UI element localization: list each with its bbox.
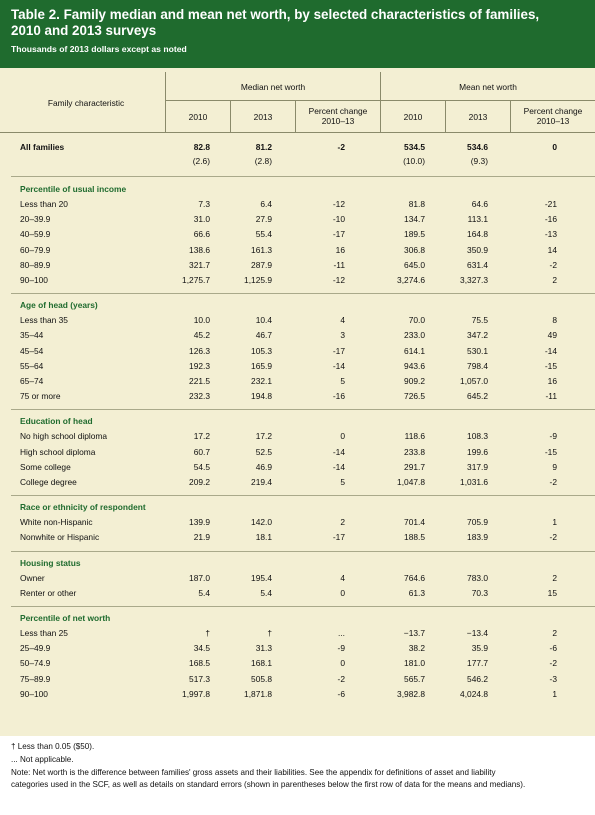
section-title: Race or ethnicity of respondent <box>20 502 146 513</box>
section-divider <box>11 293 595 294</box>
cell-value: 909.2 <box>404 376 425 386</box>
cell-value: 105.3 <box>251 345 272 356</box>
cell-value: 21.9 <box>193 532 210 543</box>
title-line-1: Table 2. Family median and mean net worth, by selected characteristics of families, <box>11 7 540 22</box>
pct-label-1: Percent change <box>523 106 583 116</box>
cell-value: 108.3 <box>467 431 488 442</box>
cell-value: 161.3 <box>251 244 272 255</box>
cell-value: -14 <box>332 461 345 472</box>
cell-value: 46.9 <box>255 461 272 472</box>
section-header <box>0 557 595 570</box>
cell-value: 3,327.3 <box>460 275 488 285</box>
cell-value: 3,982.8 <box>397 688 425 699</box>
row-label: Less than 35 <box>20 315 68 326</box>
table-row <box>0 627 595 640</box>
cell-value: 534.5 <box>404 142 425 152</box>
section-title: Education of head <box>20 416 93 427</box>
cell-value: -16 <box>544 214 557 225</box>
cell-value: 38.2 <box>408 643 425 654</box>
row-label: High school diploma <box>20 446 96 457</box>
cell-value: 783.0 <box>467 572 488 583</box>
cell-value: 232.3 <box>189 391 210 402</box>
cell-value: 10.0 <box>193 315 210 326</box>
cell-value: -6 <box>549 643 557 654</box>
cell-value: 4,024.8 <box>460 688 488 699</box>
col-median-pct <box>296 106 380 126</box>
cell-value: −13.4 <box>466 628 488 638</box>
cell-value: 189.5 <box>404 229 425 240</box>
table-notes <box>11 741 586 792</box>
cell-value: 31.0 <box>193 214 210 225</box>
note-dagger: † Less than 0.05 ($50). <box>11 742 95 751</box>
cell-value: -11 <box>333 259 345 270</box>
cell-value: 798.4 <box>467 360 488 371</box>
cell-value: 306.8 <box>404 244 425 255</box>
cell-value: † <box>205 628 210 638</box>
section-title: Age of head (years) <box>20 300 98 311</box>
cell-value: 164.8 <box>467 229 488 240</box>
row-label: 20–39.9 <box>20 214 51 225</box>
cell-value: -14 <box>332 446 345 457</box>
cell-value: 46.7 <box>255 330 272 341</box>
cell-value: 5 <box>340 376 345 386</box>
cell-value: 5 <box>340 477 345 487</box>
cell-value: −13.7 <box>403 628 425 638</box>
cell-value: 3 <box>340 330 345 341</box>
cell-value: -17 <box>332 345 345 356</box>
note-text-1: Note: Net worth is the difference between families' gross assets and their liabilities. See the appendix for definitions of asset and liability <box>11 767 496 777</box>
cell-value: 168.5 <box>189 658 210 669</box>
cell-value: -17 <box>332 532 345 543</box>
cell-value: 60.7 <box>193 446 210 457</box>
col-mean-2010: 2010 <box>403 112 423 122</box>
cell-value: (10.0) <box>403 156 425 166</box>
cell-value: 17.2 <box>193 431 210 442</box>
cell-value: 1,031.6 <box>460 477 488 487</box>
row-label: 75–89.9 <box>20 673 51 684</box>
table-subtitle: Thousands of 2013 dollars except as noted <box>11 44 187 54</box>
cell-value: 317.9 <box>467 461 488 472</box>
cell-value: 347.2 <box>467 330 488 341</box>
table-title <box>11 0 595 39</box>
table-body <box>0 68 595 736</box>
cell-value: 183.9 <box>467 532 488 543</box>
cell-value: 81.8 <box>408 199 425 209</box>
cell-value: 645.2 <box>467 391 488 402</box>
cell-value: 565.7 <box>404 673 425 684</box>
table-row <box>0 360 595 373</box>
cell-value: 530.1 <box>467 345 488 356</box>
row-label: 90–100 <box>20 688 48 699</box>
cell-value: -16 <box>332 391 345 402</box>
cell-value: 81.2 <box>255 142 272 152</box>
cell-value: 1 <box>552 517 557 528</box>
row-label: All families <box>20 142 65 152</box>
col-mean-2013: 2013 <box>468 112 488 122</box>
cell-value: 6.4 <box>260 199 272 209</box>
cell-value: 546.2 <box>467 673 488 684</box>
cell-value: 2 <box>552 275 557 285</box>
row-label: 50–74.9 <box>20 658 51 669</box>
cell-value: 34.5 <box>193 643 210 654</box>
table-row <box>0 314 595 327</box>
cell-value: 188.5 <box>404 532 425 543</box>
cell-value: 1,057.0 <box>460 376 488 386</box>
cell-value: 3,274.6 <box>397 275 425 285</box>
cell-value: 7.3 <box>198 199 210 209</box>
row-label: 45–54 <box>20 345 44 356</box>
cell-value: -9 <box>549 431 557 442</box>
table-row <box>0 461 595 474</box>
section-divider <box>11 495 595 496</box>
cell-value: 943.6 <box>404 360 425 371</box>
cell-value: 0 <box>340 431 345 442</box>
cell-value: 70.0 <box>408 315 425 326</box>
cell-value: (9.3) <box>470 156 488 166</box>
row-label: 35–44 <box>20 330 44 341</box>
cell-value: 631.4 <box>467 259 488 270</box>
cell-value: -12 <box>332 275 345 285</box>
cell-value: -21 <box>544 199 557 209</box>
group-median: Median net worth <box>240 82 306 92</box>
cell-value: 5.4 <box>260 587 272 598</box>
note-not-applicable: ... Not applicable. <box>11 754 74 764</box>
cell-value: 55.4 <box>255 229 272 240</box>
table-row <box>0 274 595 287</box>
cell-value: -2 <box>549 259 557 270</box>
cell-value: 10.4 <box>255 315 272 326</box>
table-row <box>0 531 595 544</box>
column-headers <box>0 68 595 133</box>
pct-label-2: 2010–13 <box>536 116 570 126</box>
row-label: Owner <box>20 572 45 583</box>
cell-value: (2.6) <box>192 156 210 166</box>
col-family-characteristic: Family characteristic <box>47 98 125 108</box>
cell-value: -11 <box>545 391 557 402</box>
cell-value: 1,047.8 <box>397 477 425 487</box>
cell-value: 2 <box>552 572 557 583</box>
group-mean: Mean net worth <box>459 82 517 92</box>
section-header <box>0 415 595 428</box>
col-median-2010: 2010 <box>188 112 208 122</box>
row-label: No high school diploma <box>20 431 108 442</box>
section-header <box>0 183 595 196</box>
cell-value: 321.7 <box>189 259 210 270</box>
note-text-2: categories used in the SCF, as well as details on standard errors (shown in parentheses below the first row of data for the means and medians). <box>11 780 526 790</box>
table-row <box>0 673 595 686</box>
section-title: Percentile of usual income <box>20 184 127 194</box>
cell-value: -13 <box>544 229 557 240</box>
section-divider <box>11 551 595 552</box>
cell-value: (2.8) <box>254 156 272 166</box>
row-label: 40–59.9 <box>20 229 51 240</box>
cell-value: 764.6 <box>404 572 425 583</box>
cell-value: -6 <box>337 688 345 699</box>
cell-value: 705.9 <box>467 517 488 528</box>
cell-value: 2 <box>552 628 557 638</box>
row-label: 75 or more <box>20 391 61 402</box>
row-label: Some college <box>20 461 71 472</box>
table-row <box>0 657 595 670</box>
cell-value: 18.1 <box>255 532 272 543</box>
row-label: Nonwhite or Hispanic <box>20 532 100 543</box>
cell-value: 505.8 <box>251 673 272 684</box>
cell-value: 138.6 <box>189 244 210 255</box>
cell-value: 16 <box>335 244 345 255</box>
table-row <box>0 476 595 489</box>
cell-value: 118.6 <box>404 431 425 442</box>
cell-value: -15 <box>544 360 557 371</box>
cell-value: 517.3 <box>189 673 210 684</box>
table-row <box>0 244 595 257</box>
title-line-2: 2010 and 2013 surveys <box>11 23 157 38</box>
section-header <box>0 501 595 514</box>
cell-value: 64.6 <box>471 199 488 209</box>
cell-value: 2 <box>340 517 345 528</box>
cell-value: 1,997.8 <box>182 688 210 699</box>
cell-value: 35.9 <box>471 643 488 654</box>
cell-value: 195.4 <box>251 572 272 583</box>
cell-value: 233.0 <box>404 330 425 341</box>
cell-value: ... <box>338 628 345 638</box>
divider <box>380 72 381 132</box>
cell-value: 16 <box>547 376 557 386</box>
cell-value: 45.2 <box>193 330 210 341</box>
cell-value: 113.1 <box>467 214 488 225</box>
cell-value: 49 <box>547 330 557 341</box>
all-families-row <box>0 141 595 154</box>
cell-value: 168.1 <box>251 658 272 669</box>
cell-value: -12 <box>332 199 345 209</box>
cell-value: -10 <box>332 214 345 225</box>
cell-value: 0 <box>552 142 557 152</box>
row-label: 90–100 <box>20 275 48 285</box>
cell-value: 0 <box>340 658 345 669</box>
cell-value: 614.1 <box>404 345 425 356</box>
cell-value: 8 <box>552 315 557 326</box>
row-label: 65–74 <box>20 376 44 386</box>
standard-error-row <box>0 155 595 168</box>
cell-value: 165.9 <box>251 360 272 371</box>
row-label: Less than 20 <box>20 199 68 209</box>
cell-value: 82.8 <box>193 142 210 152</box>
divider <box>165 72 166 132</box>
cell-value: 645.0 <box>404 259 425 270</box>
row-label: Renter or other <box>20 587 77 598</box>
cell-value: 134.7 <box>404 214 425 225</box>
cell-value: 287.9 <box>251 259 272 270</box>
cell-value: 1 <box>552 688 557 699</box>
cell-value: 75.5 <box>471 315 488 326</box>
table-row <box>0 259 595 272</box>
table-row <box>0 329 595 342</box>
cell-value: 194.8 <box>251 391 272 402</box>
row-label: 25–49.9 <box>20 643 51 654</box>
cell-value: † <box>267 628 272 638</box>
cell-value: -2 <box>549 532 557 543</box>
cell-value: 15 <box>547 587 557 598</box>
col-mean-pct <box>511 106 595 126</box>
table-row <box>0 198 595 211</box>
table-row <box>0 213 595 226</box>
table-row <box>0 345 595 358</box>
row-label: College degree <box>20 477 77 487</box>
cell-value: 31.3 <box>255 643 272 654</box>
cell-value: 221.5 <box>189 376 210 386</box>
table-row <box>0 375 595 388</box>
cell-value: -14 <box>332 360 345 371</box>
cell-value: 1,125.9 <box>244 275 272 285</box>
cell-value: 199.6 <box>467 446 488 457</box>
cell-value: 1,275.7 <box>182 275 210 285</box>
cell-value: 139.9 <box>189 517 210 528</box>
cell-value: -9 <box>337 643 345 654</box>
row-label: Less than 25 <box>20 628 68 638</box>
table-row <box>0 516 595 529</box>
cell-value: 291.7 <box>404 461 425 472</box>
cell-value: 27.9 <box>255 214 272 225</box>
cell-value: -2 <box>337 142 345 152</box>
table-row <box>0 688 595 701</box>
cell-value: -2 <box>549 477 557 487</box>
cell-value: 4 <box>340 572 345 583</box>
table-row <box>0 642 595 655</box>
cell-value: 177.7 <box>467 658 488 669</box>
section-title: Housing status <box>20 557 81 568</box>
row-label: White non-Hispanic <box>20 517 93 528</box>
table-row <box>0 446 595 459</box>
table-row <box>0 390 595 403</box>
table-header <box>0 0 595 68</box>
cell-value: -3 <box>549 673 557 684</box>
cell-value: 350.9 <box>467 244 488 255</box>
cell-value: 232.1 <box>251 376 272 386</box>
cell-value: 726.5 <box>404 391 425 402</box>
cell-value: 701.4 <box>404 517 425 528</box>
cell-value: 192.3 <box>189 360 210 371</box>
cell-value: 126.3 <box>189 345 210 356</box>
cell-value: 534.6 <box>467 142 488 152</box>
cell-value: 209.2 <box>189 477 210 487</box>
cell-value: -14 <box>544 345 557 356</box>
cell-value: 1,871.8 <box>244 688 272 699</box>
cell-value: 70.3 <box>471 587 488 598</box>
table-row <box>0 228 595 241</box>
col-median-2013: 2013 <box>253 112 273 122</box>
pct-label-1: Percent change <box>308 106 368 116</box>
section-divider <box>11 176 595 177</box>
cell-value: -17 <box>332 229 345 240</box>
row-label: 60–79.9 <box>20 244 51 255</box>
cell-value: 14 <box>547 244 557 255</box>
cell-value: 4 <box>340 315 345 326</box>
table-row <box>0 430 595 443</box>
section-divider <box>11 409 595 410</box>
cell-value: -2 <box>549 658 557 669</box>
cell-value: 219.4 <box>251 477 272 487</box>
cell-value: 61.3 <box>408 587 425 598</box>
cell-value: 0 <box>340 587 345 598</box>
table-row <box>0 572 595 585</box>
pct-label-2: 2010–13 <box>321 116 355 126</box>
cell-value: 142.0 <box>251 517 272 528</box>
cell-value: 54.5 <box>193 461 210 472</box>
row-label: 55–64 <box>20 360 44 371</box>
section-title: Percentile of net worth <box>20 613 111 623</box>
cell-value: -15 <box>544 446 557 457</box>
section-header <box>0 299 595 312</box>
cell-value: 66.6 <box>193 229 210 240</box>
table-row <box>0 587 595 600</box>
cell-value: -2 <box>337 673 345 684</box>
cell-value: 5.4 <box>198 587 210 598</box>
cell-value: 9 <box>552 461 557 472</box>
row-label: 80–89.9 <box>20 259 51 270</box>
cell-value: 17.2 <box>255 431 272 442</box>
cell-value: 233.8 <box>404 446 425 457</box>
section-divider <box>11 606 595 607</box>
cell-value: 181.0 <box>404 658 425 669</box>
cell-value: 187.0 <box>189 572 210 583</box>
cell-value: 52.5 <box>255 446 272 457</box>
section-header <box>0 612 595 625</box>
